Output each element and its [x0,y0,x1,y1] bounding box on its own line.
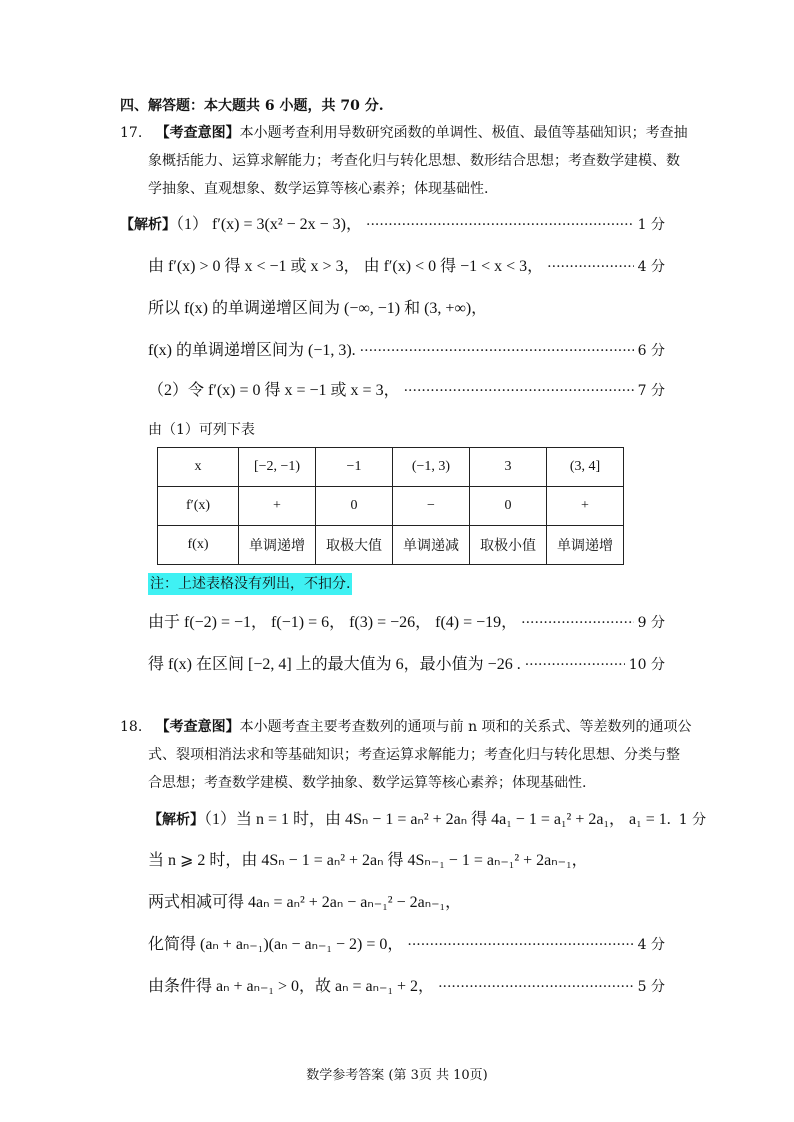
page-footer: 数学参考答案 (第 3页 共 10页) [306,1068,488,1083]
q17-step2 [148,257,665,277]
q17-step7-score: 9 分 [637,615,665,631]
q17-step1-text: （1） f′(x) = 3(x² − 2x − 3)， [176,216,363,233]
table-cell: + [239,487,316,526]
q18-step5-score: 5 分 [637,979,665,995]
table-row-x [158,448,624,487]
table-cell: 0 [470,487,547,526]
leader-dots [404,381,634,401]
table-cell: 0 [316,487,393,526]
q18-intent-text1: 本小题考查主要考查数列的通项与前 n 项和的关系式、等差数列的通项公 [239,719,692,735]
q17-step8-score: 10 分 [628,657,665,673]
q18-intent-line1 [120,717,692,737]
q17-intent-line2: 象概括能力、运算求解能力；考查化归与转化思想、数形结合思想；考查数学建模、数 [148,153,680,169]
q18-intent-line2: 式、裂项相消法求和等基础知识；考查运算求解能力；考查化归与转化思想、分类与整 [148,747,680,763]
table-cell: 单调递增 [547,526,624,565]
q17-step7-text: 由于 f(−2) = −1， f(−1) = 6， f(3) = −26， f(4) = −19， [148,614,518,631]
q18-step2: 当 n ⩾ 2 时，由 4Sₙ − 1 = aₙ² + 2aₙ 得 4Sₙ₋₁ − 1 = aₙ₋₁² + 2aₙ₋₁， [148,852,588,869]
table-cell: 取极大值 [316,526,393,565]
q17-sol-label: 【解析】 [120,217,176,233]
table-cell: 3 [470,448,547,487]
q18-number: 18. [120,719,143,735]
q17-step4 [148,341,665,361]
q17-step2-text: 由 f′(x) > 0 得 x < −1 或 x > 3， 由 f′(x) < 0 得 −1 < x < 3， [148,258,544,275]
table-cell: 单调递减 [393,526,470,565]
q18-step1 [148,810,707,830]
table-cell: 取极小值 [470,526,547,565]
q17-step8 [148,655,665,675]
table-cell: f′(x) [158,487,239,526]
q17-step5-score: 7 分 [637,383,665,399]
leader-dots [360,341,634,361]
table-cell: f(x) [158,526,239,565]
q18-step5 [148,977,665,997]
table-cell: 单调递增 [239,526,316,565]
table-cell: − [393,487,470,526]
q18-step4-text: 化简得 (aₙ + aₙ₋₁)(aₙ − aₙ₋₁ − 2) = 0， [148,936,404,953]
q17-intent-line1 [120,123,688,143]
q17-intent-text1: 本小题考查利用导数研究函数的单调性、极值、最值等基础知识；考查抽 [239,125,688,141]
q18-step3: 两式相减可得 4aₙ = aₙ² + 2aₙ − aₙ₋₁² − 2aₙ₋₁， [148,894,462,911]
q18-step4-score: 4 分 [637,937,665,953]
table-cell: x [158,448,239,487]
q18-step4 [148,935,665,955]
q17-step5-text: （2）令 f′(x) = 0 得 x = −1 或 x = 3， [148,382,400,399]
q17-intent-label: 【考查意图】 [155,125,240,141]
leader-dots [525,655,625,675]
q17-step1-score: 1 分 [637,217,665,233]
q18-step1-text: （1）当 n = 1 时，由 4Sₙ − 1 = aₙ² + 2aₙ 得 4a₁ − 1 = a₁² + 2a₁， a₁ = 1. [204,811,671,828]
q17-step5 [148,381,665,401]
q17-intent-line3: 学抽象、直观想象、数学运算等核心素养；体现基础性. [148,181,489,197]
section-heading: 四、解答题：本大题共 6 小题，共 70 分. [120,98,384,114]
q17-step4-text: f(x) 的单调递增区间为 (−1, 3). [148,342,356,359]
table-row-f [158,526,624,565]
q17-step8-text: 得 f(x) 在区间 [−2, 4] 上的最大值为 6，最小值为 −26 . [148,656,521,673]
table-cell: + [547,487,624,526]
leader-dots [366,215,634,235]
q17-step6: 由（1）可列下表 [148,422,255,438]
table-cell: (−1, 3) [393,448,470,487]
q18-intent-line3: 合思想；考查数学建模、数学抽象、数学运算等核心素养；体现基础性. [148,775,587,791]
leader-dots [438,977,634,997]
monotonicity-table [157,447,624,565]
table-cell: −1 [316,448,393,487]
q17-number: 17. [120,125,143,141]
q17-step1 [120,215,665,235]
highlighted-note: 注：上述表格没有列出，不扣分. [148,573,352,595]
q18-step1-score: 1 分 [678,812,707,828]
q17-step7 [148,613,665,633]
q17-step3: 所以 f(x) 的单调递增区间为 (−∞, −1) 和 (3, +∞)， [148,300,488,317]
leader-dots [407,935,633,955]
q18-step5-text: 由条件得 aₙ + aₙ₋₁ > 0，故 aₙ = aₙ₋₁ + 2， [148,978,435,995]
q17-step2-score: 4 分 [637,259,665,275]
q18-sol-label: 【解析】 [148,812,204,828]
q17-step4-score: 6 分 [637,343,665,359]
q18-intent-label: 【考查意图】 [155,719,240,735]
leader-dots [521,613,633,633]
table-cell: (3, 4] [547,448,624,487]
table-cell: [−2, −1) [239,448,316,487]
table-row-fprime [158,487,624,526]
leader-dots [547,257,633,277]
